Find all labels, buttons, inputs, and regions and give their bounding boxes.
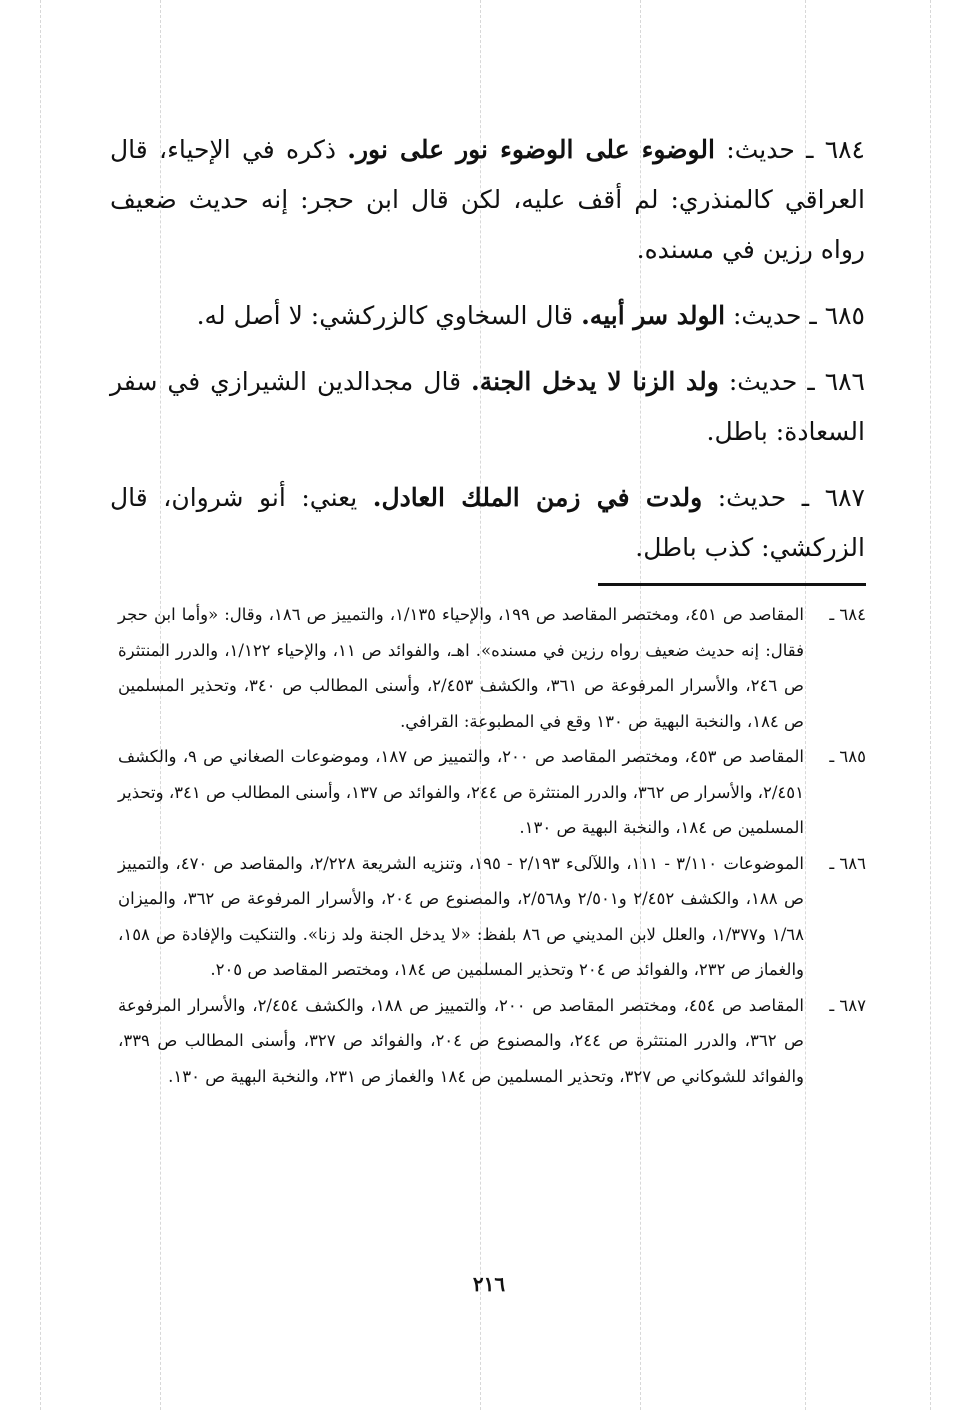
- footnote-number: ٦٨٤ ـ: [829, 605, 866, 624]
- hadith-entry: [110, 291, 865, 341]
- scan-guide-line: [40, 0, 41, 1410]
- hadith-entry: [110, 357, 865, 457]
- footnote-separator: [598, 583, 866, 586]
- footnote-number: ٦٨٦ ـ: [829, 853, 866, 873]
- entry-prefix: ـ حديث:: [732, 301, 817, 330]
- main-text: [110, 125, 865, 589]
- entry-number: ٦٨٤: [824, 135, 865, 164]
- hadith-text: ولدت في زمن الملك العادل.: [372, 483, 703, 512]
- footnote-number: ٦٨٥ ـ: [829, 747, 866, 766]
- entry-comment: ذكره في الإحياء، قال العراقي كالمنذري: لم أقف عليه، لكن قال ابن حجر: إنه حديث ضعيف رواه رزين في مسنده.: [110, 135, 865, 264]
- entry-paragraph: [110, 291, 865, 341]
- footnote-text: المقاصد ص ٤٥١، ومختصر المقاصد ص ١٩٩، والإحياء ١/١٣٥، والتمييز ص ١٨٦، وقال: «وأما ابن حجر فقال: إنه حديث ضعيف رواه رزين في مسنده». اهـ، والفوائد ص ١١، والإحياء ١/١٢٢، والدرر المنتثرة ص ٢٤٦، والأسرار المرفوعة ص ٣٦١، والكشف ٢/٤٥٣، وأسنى المطالب ص ٣٤٠، وتحذير المسلمين ص ١٨٤، والنخبة البهية ص ١٣٠ وقع في المطبوعة: القرافي.: [118, 605, 805, 731]
- footnote-number: ٦٨٧ ـ: [829, 995, 866, 1015]
- footnote: [118, 739, 866, 846]
- page-number: ٢١٦: [472, 1272, 506, 1296]
- entry-paragraph: [110, 125, 865, 275]
- footnote: [118, 846, 866, 988]
- hadith-text: الولد سر أبيه.: [581, 301, 726, 330]
- footnote-text: المقاصد ص ٤٥٣، ومختصر المقاصد ص ٢٠٠، والتمييز ص ١٨٧، وموضوعات الصغاني ص ٩، والكشف ٢/٤٥١، والأسرار ص ٣٦٢، والدرر المنتثرة ص ٢٤٤، والفوائد ص ١٣٧، وأسنى المطالب ص ٣٤١، وتحذير المسلمين ص ١٨٤، والنخبة البهية ص ١٣٠.: [118, 747, 805, 837]
- hadith-entry: [110, 473, 865, 573]
- entry-number: ٦٨٦: [824, 367, 865, 396]
- entry-number: ٦٨٥: [824, 301, 865, 330]
- scan-guide-line: [930, 0, 931, 1410]
- footnote-text: المقاصد ص ٤٥٤، ومختصر المقاصد ص ٢٠٠، والتمييز ص ١٨٨، والكشف ٢/٤٥٤، والأسرار المرفوعة ص ٣٦٢، والدرر المنتثرة ص ٢٤٤، والمصنوع ص ٢٠٤، والفوائد ص ٣٢٧، وأسنى المطالب ص ٣٣٩، والفوائد للشوكاني ص ٣٢٧، وتحذير المسلمين ص ١٨٤ والغماز ص ٢٣١، والنخبة البهية ص ١٣٠.: [118, 995, 804, 1086]
- footnote: [118, 597, 866, 739]
- hadith-text: ولد الزنا لا يدخل الجنة.: [471, 367, 719, 396]
- hadith-text: الوضوء على الوضوء نور على نور.: [347, 135, 715, 164]
- entry-paragraph: [110, 357, 865, 457]
- entry-comment: يعني: أنو شروان، قال الزركشي: كذب باطل.: [110, 483, 865, 562]
- footnote-text: الموضوعات ٣/١١٠ - ١١١، واللآلىء ٢/١٩٣ - ١٩٥، وتنزيه الشريعة ٢/٢٢٨، والمقاصد ص ٤٧٠، والتمييز ص ١٨٨، والكشف ٢/٤٥٢ و٢/٥٠١ و٢/٥٦٨، والمصنوع ص ٢٠٤، والأسرار المرفوعة ص ٣٦٢، والميزان ١/٦٨ و١/٣٧٧، والعلل لابن المديني ص ٨٦ بلفظ: «لا يدخل الجنة ولد زنا». والتنكيت والإفادة ص ١٥٨، والغماز ص ٢٣٢، والفوائد ص ٢٠٤ وتحذير المسلمين ص ١٨٤، ومختصر المقاصد ص ٢٠٥.: [118, 853, 804, 979]
- entry-comment: قال مجدالدين الشيرازي في سفر السعادة: باطل.: [110, 367, 865, 446]
- entry-number: ٦٨٧: [824, 483, 865, 512]
- entry-paragraph: [110, 473, 865, 573]
- entry-comment: قال السخاوي كالزركشي: لا أصل له.: [196, 301, 574, 330]
- hadith-entry: [110, 125, 865, 275]
- entry-prefix: ـ حديث:: [717, 483, 810, 512]
- entry-prefix: ـ حديث:: [726, 135, 814, 164]
- footnote: [118, 988, 866, 1095]
- footnotes: [118, 597, 866, 1094]
- entry-prefix: ـ حديث:: [728, 367, 815, 396]
